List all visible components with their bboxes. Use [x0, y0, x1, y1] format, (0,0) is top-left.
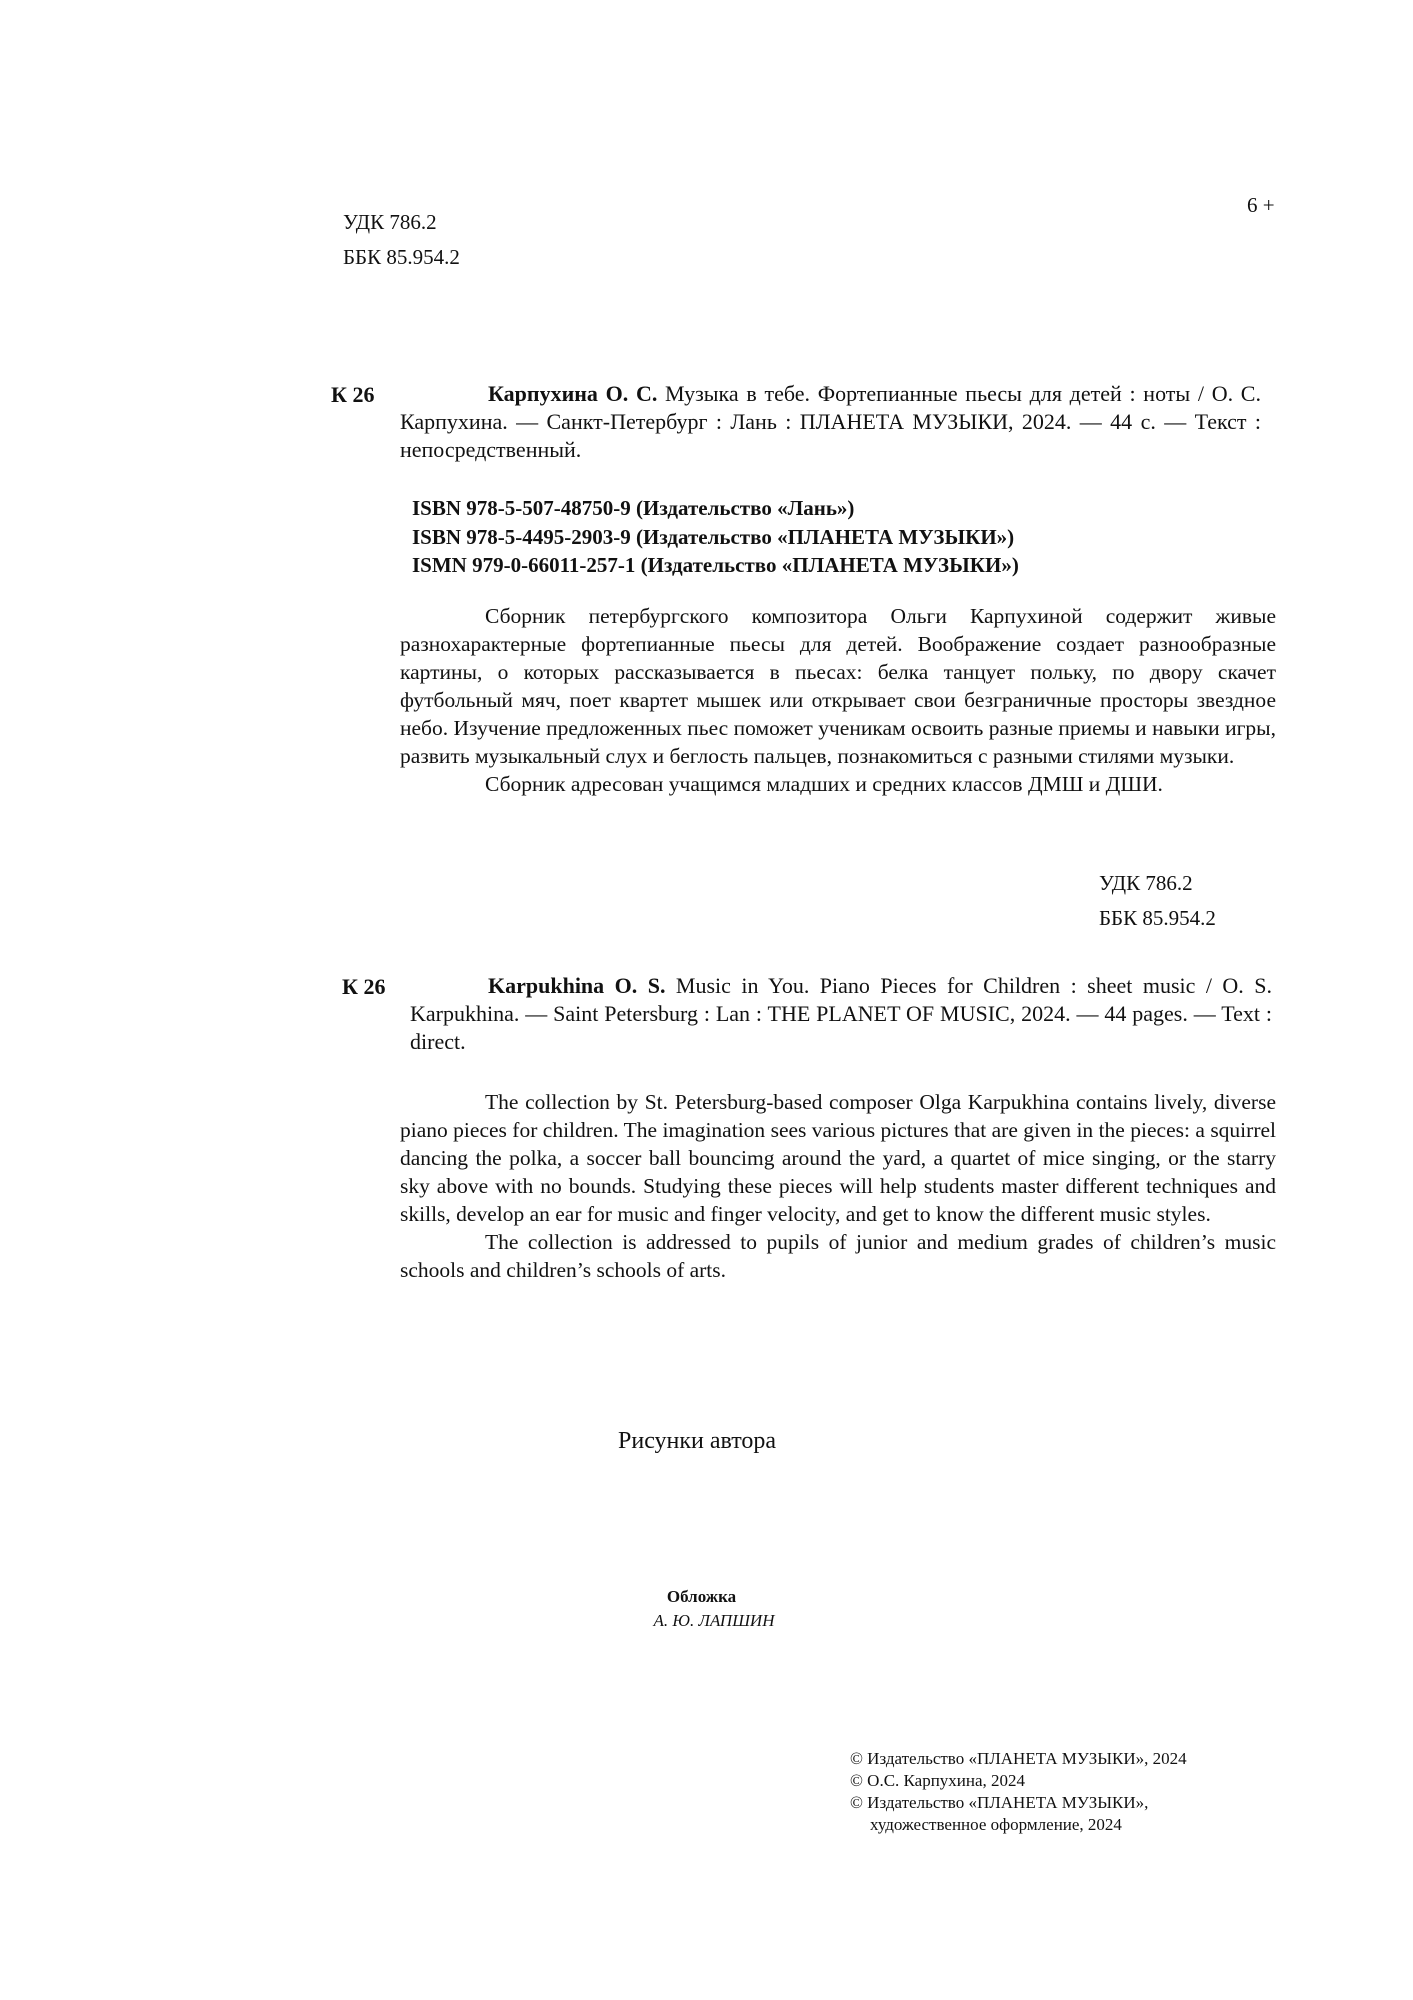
ismn-planeta: ISMN 979-0-66011-257-1 (Издательство «ПЛАНЕТА МУЗЫКИ»)	[412, 553, 1019, 577]
en-abstract-p2: The collection is addressed to pupils of junior and medium grades of children’s music schools and children’s schools of arts.	[400, 1230, 1276, 1282]
ru-abstract-p1: Сборник петербургского композитора Ольги Карпухиной содержит живые разнохарактерные фортепианные пьесы для детей. Воображение создает разнообразные картины, о которых рассказывается в пьесах: белка танцует польку, по двору скачет футбольный мяч, поет квартет мышек или открывает свои безграничные просторы звездное небо. Изучение предложенных пьес поможет ученикам освоить разные приемы и навыки игры, развить музыкальный слух и беглость пальцев, познакомиться с разными стилями музыки.	[400, 604, 1276, 768]
copyright-block	[850, 1748, 1187, 1836]
top-classification	[343, 205, 460, 275]
ru-card-entry	[400, 380, 1261, 464]
bbk-code: ББК 85.954.2	[343, 245, 460, 269]
copyright-line: © Издательство «ПЛАНЕТА МУЗЫКИ», 2024	[850, 1749, 1187, 1768]
en-card-entry	[410, 972, 1272, 1056]
udk-code: УДК 786.2	[343, 210, 437, 234]
age-rating: 6 +	[1247, 193, 1275, 217]
ru-abstract	[400, 602, 1276, 798]
en-card-author: Karpukhina O. S.	[488, 973, 666, 998]
udk-code-right: УДК 786.2	[1099, 871, 1193, 895]
en-abstract-p1: The collection by St. Petersburg-based composer Olga Karpukhina contains lively, diverse piano pieces for children. The imagination sees various pictures that are given in the pieces: a squirrel dancing the polka, a soccer ball bouncimg around the yard, a quartet of mice singing, or the starry sky above with no bounds. Studying these pieces will help students master different techniques and skills, develop an ear for music and finger velocity, and get to know the different music styles.	[400, 1090, 1276, 1226]
isbn-block	[412, 494, 1019, 580]
ru-card-text: Музыка в тебе. Фортепианные пьесы для детей : ноты / О. С. Карпухина. — Санкт-Петербург : Лань : ПЛАНЕТА МУЗЫКИ, 2024. — 44 с. — Текст : непосредственный.	[400, 381, 1261, 462]
bbk-code-right: ББК 85.954.2	[1099, 906, 1216, 930]
en-abstract	[400, 1088, 1276, 1284]
copyright-line: художественное оформление, 2024	[870, 1815, 1122, 1834]
en-card-code: К 26	[342, 974, 386, 999]
copyright-line: © Издательство «ПЛАНЕТА МУЗЫКИ»,	[850, 1793, 1149, 1812]
cover-designer: А. Ю. ЛАПШИН	[653, 1611, 775, 1630]
ru-card-author: Карпухина О. С.	[488, 381, 658, 406]
illustrations-credit: Рисунки автора	[618, 1428, 777, 1454]
en-card-text: Music in You. Piano Pieces for Children : sheet music / O. S. Karpukhina. — Saint Petersburg : Lan : THE PLANET OF MUSIC, 2024. — 44 pages. — Text : direct.	[410, 973, 1273, 1054]
ru-card-code: К 26	[331, 382, 375, 407]
isbn-lan: ISBN 978-5-507-48750-9 (Издательство «Лань»)	[412, 496, 855, 520]
cover-label: Обложка	[666, 1587, 737, 1606]
isbn-planeta: ISBN 978-5-4495-2903-9 (Издательство «ПЛАНЕТА МУЗЫКИ»)	[412, 524, 1015, 549]
cover-credit	[0, 1585, 1413, 1633]
copyright-line: © О.С. Карпухина, 2024	[850, 1771, 1026, 1790]
right-classification	[1099, 866, 1216, 936]
ru-abstract-p2: Сборник адресован учащимся младших и средних классов ДМШ и ДШИ.	[485, 772, 1163, 796]
